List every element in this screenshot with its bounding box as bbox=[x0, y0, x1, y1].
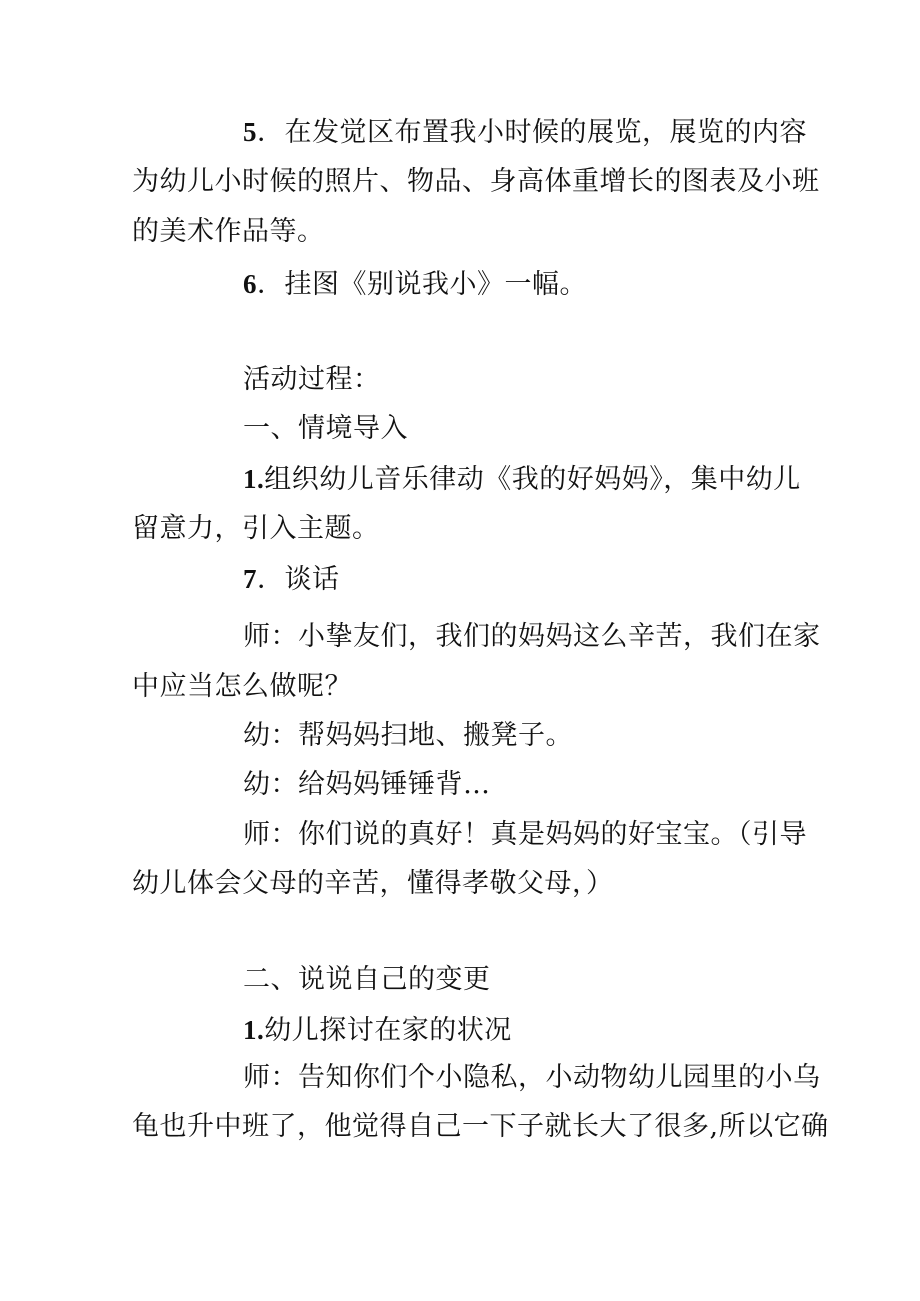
section-2-item-1-number: 1. bbox=[243, 1015, 265, 1045]
item-6-number: 6 bbox=[243, 269, 257, 299]
section-1-item-7-line bbox=[243, 561, 340, 598]
section-1-item-1-text: 组织幼儿音乐律动《我的好妈妈》，集中幼儿 bbox=[264, 464, 801, 495]
item-5-line-3: 的美术作品等。 bbox=[132, 216, 325, 247]
item-5-line-2: 为幼儿小时候的照片、物品、身高体重增长的图表及小班 bbox=[132, 166, 820, 197]
section-1-item-1-line-2: 留意力，引入主题。 bbox=[132, 513, 380, 544]
activity-heading: 活动过程： bbox=[243, 364, 381, 395]
item-5-line-1 bbox=[243, 114, 807, 151]
child-answer-1: 幼：帮妈妈扫地、搬凳子。 bbox=[243, 720, 573, 751]
section-1-item-1-line-1 bbox=[243, 461, 801, 498]
section-2-item-1-line bbox=[243, 1012, 512, 1049]
child-answer-2: 幼：给妈妈锤锤背… bbox=[243, 769, 491, 800]
teacher-reply-line-2: 幼儿体会父母的辛苦，懂得孝敬父母，） bbox=[132, 868, 614, 899]
section-1-item-7-number: 7 bbox=[243, 564, 257, 594]
item-6-text: ．挂图《别说我小》一幅。 bbox=[257, 269, 587, 300]
item-5-number: 5 bbox=[243, 117, 257, 147]
item-6-line bbox=[243, 266, 587, 303]
section-2-heading: 二、说说自己的变更 bbox=[243, 964, 491, 995]
section-1-heading: 一、情境导入 bbox=[243, 413, 408, 444]
section-2-item-1-text: 幼儿探讨在家的状况 bbox=[264, 1015, 512, 1046]
teacher-question-line-2: 中应当怎么做呢？ bbox=[132, 671, 352, 702]
section-1-item-1-number: 1. bbox=[243, 464, 265, 494]
item-5-text: ．在发觉区布置我小时候的展览，展览的内容 bbox=[257, 117, 807, 148]
teacher-question-line-1: 师：小挚友们，我们的妈妈这么辛苦，我们在家 bbox=[243, 621, 821, 652]
section-1-item-7-text: ．谈话 bbox=[257, 564, 340, 594]
teacher-reply-line-1: 师：你们说的真好！真是妈妈的好宝宝。（引导 bbox=[243, 819, 807, 850]
teacher-secret-line-2: 龟也升中班了，他觉得自己一下子就长大了很多,所以它确 bbox=[132, 1111, 829, 1142]
teacher-secret-line-1: 师：告知你们个小隐私，小动物幼儿园里的小乌 bbox=[243, 1062, 821, 1093]
